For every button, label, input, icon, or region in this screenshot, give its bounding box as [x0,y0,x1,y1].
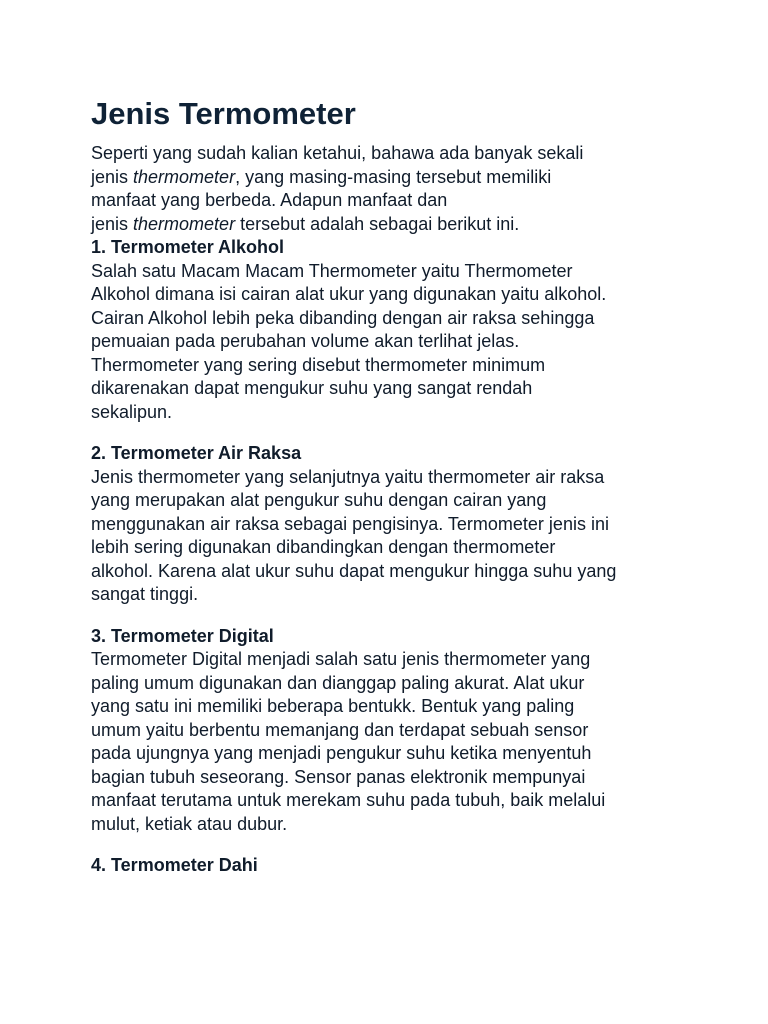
section-heading-alkohol: 1. Termometer Alkohol [91,237,285,257]
intro-text-6: tersebut adalah sebagai berikut ini. [235,213,520,234]
section-line: menggunakan air raksa sebagai pengisinya. Termometer jenis ini [91,513,609,534]
intro-line-4: manfaat yang berbeda. Adapun manfaat dan [91,190,448,210]
section-line: Jenis thermometer yang selanjutnya yaitu thermometer air raksa [91,466,605,487]
paragraph-gap [91,424,691,442]
section-line: sangat tinggi. [91,584,199,604]
page-title: Jenis Termometer [91,96,356,131]
intro-italic-thermometer-1: thermometer [133,166,236,187]
section-line: lebih sering digunakan dibandingkan dengan thermometer [91,537,556,557]
section-line: pada ujungnya yang menjadi pengukur suhu ketika menyentuh [91,743,592,763]
section-line: pemuaian pada perubahan volume akan terlihat jelas. [91,331,520,351]
section-digital [91,625,691,837]
section-line: manfaat terutama untuk merekam suhu pada tubuh, baik melalui [91,790,606,810]
section-line: Thermometer yang sering disebut thermometer minimum [91,354,546,375]
section-line: dikarenakan dapat mengukur suhu yang sangat rendah [91,378,533,398]
section-line: Salah satu Macam Macam Thermometer yaitu Thermometer [91,260,573,281]
section-alkohol [91,236,691,424]
paragraph-gap [91,836,691,854]
section-air-raksa [91,442,691,607]
paragraph-gap [91,607,691,625]
section-line: bagian tubuh seseorang. Sensor panas elektronik mempunyai [91,766,586,787]
section-line: Termometer Digital menjadi salah satu jenis thermometer yang [91,649,591,669]
section-line: Alkohol dimana isi cairan alat ukur yang digunakan yaitu alkohol. [91,284,607,304]
intro-text-2: jenis [91,166,134,187]
section-line: umum yaitu berbentu memanjang dan terdapat sebuah sensor [91,719,589,740]
section-heading-dahi: 4. Termometer Dahi [91,855,258,875]
section-line: yang satu ini memiliki beberapa bentukk. Bentuk yang paling [91,696,575,716]
section-line: yang merupakan alat pengukur suhu dengan cairan yang [91,490,547,510]
section-line: alkohol. Karena alat ukur suhu dapat mengukur hingga suhu yang [91,560,617,581]
section-line: Cairan Alkohol lebih peka dibanding dengan air raksa sehingga [91,307,595,328]
intro-line-1: Seperti yang sudah kalian ketahui, bahawa ada banyak sekali [91,143,584,163]
intro-text-5: jenis [91,213,134,234]
intro-italic-thermometer-2: thermometer [133,213,236,234]
section-line: paling umum digunakan dan dianggap paling akurat. Alat ukur [91,672,585,693]
section-line: mulut, ketiak atau dubur. [91,813,288,834]
intro-text-3: , yang masing-masing tersebut memiliki [235,166,552,187]
section-heading-digital: 3. Termometer Digital [91,625,274,646]
section-dahi [91,854,691,878]
intro-paragraph [91,142,691,236]
section-line: sekalipun. [91,401,173,422]
section-heading-air-raksa: 2. Termometer Air Raksa [91,443,302,463]
document-page [91,96,691,878]
